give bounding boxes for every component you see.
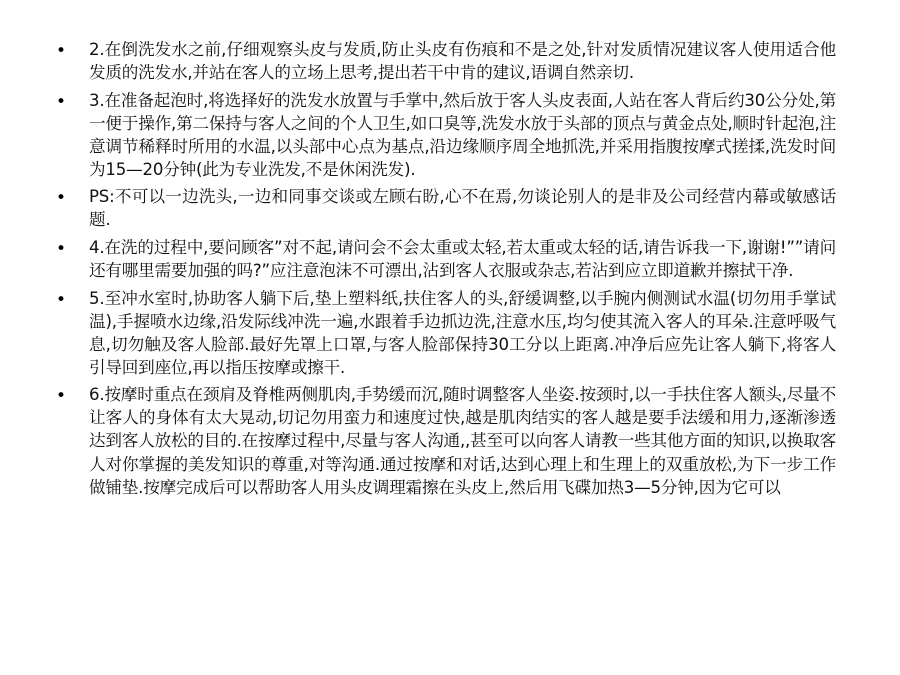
list-item — [56, 89, 836, 181]
list-item — [56, 38, 836, 84]
paragraph-step-5: 5.至冲水室时,协助客人躺下后,垫上塑料纸,扶住客人的头,舒缓调整,以手腕内侧测试水温(切勿用手掌试温),手握喷水边缘,沿发际线冲洗一遍,水跟着手边抓边洗,注意水压,均匀使其流入客人的耳朵.注意呼吸气息,切勿触及客人脸部.最好先罩上口罩,与客人脸部保持30工分以上距离.冲净后应先让客人躺下,将客人引导回到座位,再以指压按摩或擦干. — [89, 288, 836, 377]
list-item — [56, 383, 836, 498]
paragraph-step-2: 2.在倒洗发水之前,仔细观察头皮与发质,防止头皮有伤痕和不是之处,针对发质情况建议客人使用适合他发质的洗发水,并站在客人的立场上思考,提出若干中肯的建议,语调自然亲切. — [89, 40, 836, 83]
paragraph-step-4: 4.在洗的过程中,要问顾客”对不起,请问会不会太重或太轻,若太重或太轻的话,请告诉我一下,谢谢!””请问还有哪里需要加强的吗?”应注意泡沫不可漂出,沾到客人衣服或杂志,若沾到应立即道歉并擦拭干净. — [89, 237, 836, 281]
bullet-icon: • — [56, 238, 67, 259]
list-item — [56, 287, 836, 379]
bullet-icon: • — [56, 91, 67, 112]
bullet-icon: • — [56, 188, 67, 209]
bullet-list — [56, 38, 836, 503]
paragraph-step-3: 3.在准备起泡时,将选择好的洗发水放置与手掌中,然后放于客人头皮表面,人站在客人背后约30公分处,第一便于操作,第二保持与客人之间的个人卫生,如口臭等,洗发水放于头部的顶点与黄金点处,顺时针起泡,注意调节稀释时所用的水温,以头部中心点为基点,沿边缘顺序周全地抓洗,并采用指腹按摩式搓揉,洗发时间为15—20分钟(此为专业洗发,不是休闲洗发). — [89, 90, 836, 179]
paragraph-ps-note: PS:不可以一边洗头,一边和同事交谈或左顾右盼,心不在焉,勿谈论别人的是非及公司经营内幕或敏感话题. — [89, 187, 836, 230]
list-item — [56, 236, 836, 282]
paragraph-step-6: 6.按摩时重点在颈肩及脊椎两侧肌肉,手势缓而沉,随时调整客人坐姿.按颈时,以一手扶住客人额头,尽量不让客人的身体有太大晃动,切记勿用蛮力和速度过快,越是肌肉结实的客人越是要手法缓和用力,逐渐渗透达到客人放松的目的.在按摩过程中,尽量与客人沟通,,甚至可以向客人请教一些其他方面的知识,以换取客人对你掌握的美发知识的尊重,对等沟通.通过按摩和对话,达到心理上和生理上的双重放松,为下一步工作做铺垫.按摩完成后可以帮助客人用头皮调理霜擦在头皮上,然后用飞碟加热3—5分钟,因为它可以 — [89, 385, 836, 497]
bullet-icon: • — [56, 386, 67, 407]
bullet-icon: • — [56, 41, 67, 61]
bullet-icon: • — [56, 289, 67, 310]
list-item — [56, 185, 836, 231]
